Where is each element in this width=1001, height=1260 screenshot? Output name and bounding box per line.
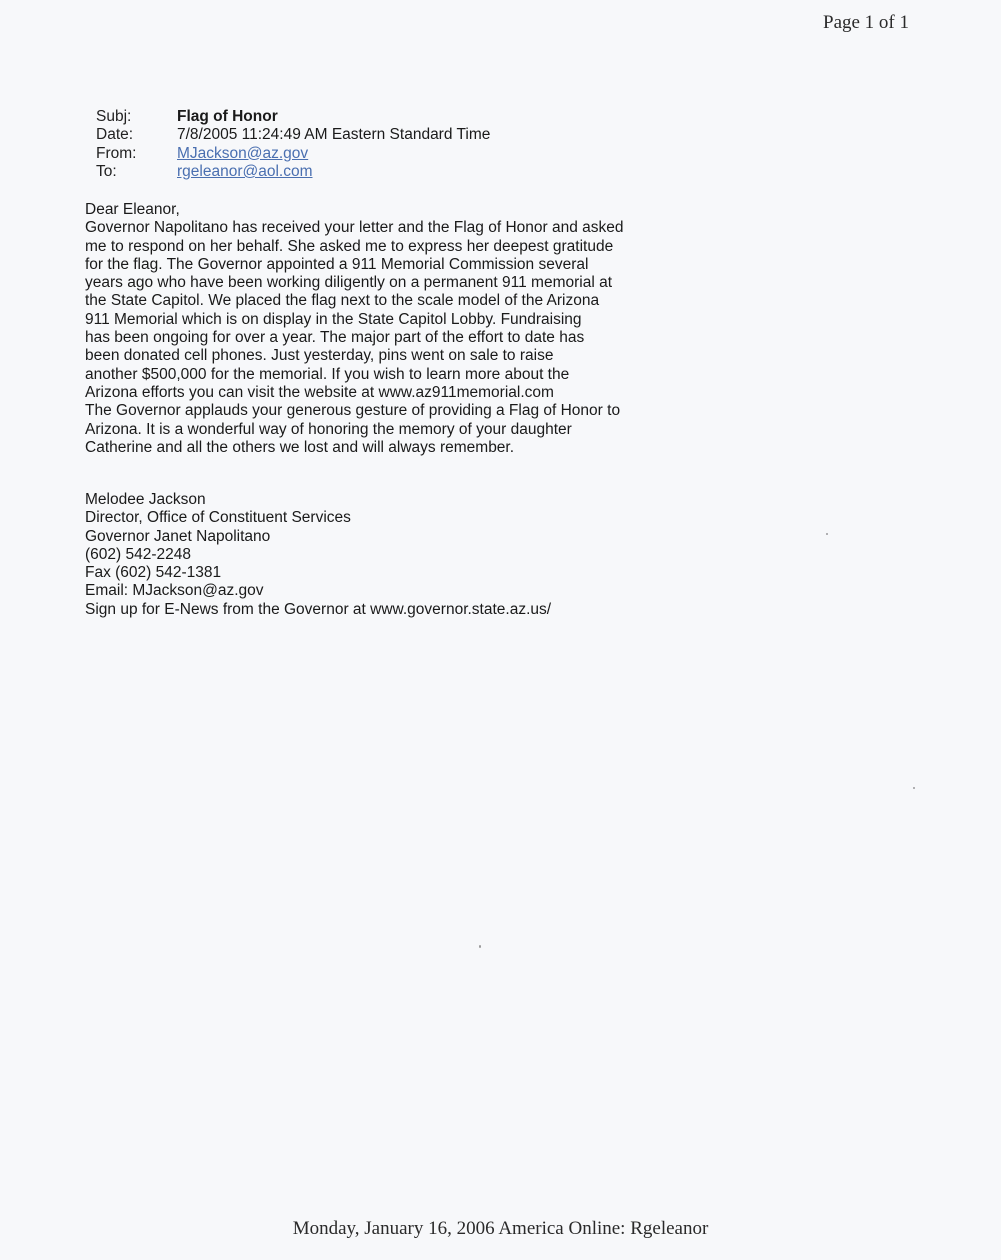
scan-speck: [826, 533, 828, 535]
date-label: Date:: [96, 126, 134, 144]
date-row: [96, 126, 490, 144]
signature-office: Governor Janet Napolitano: [85, 527, 271, 545]
body-line: Catherine and all the others we lost and will always remember.: [85, 438, 515, 456]
subject-label: Subj:: [96, 108, 132, 125]
body-line: for the flag. The Governor appointed a 911 Memorial Commission several: [85, 255, 589, 273]
signature-name: Melodee Jackson: [85, 491, 206, 508]
signature-phone: (602) 542-2248: [85, 545, 191, 563]
body-line: been donated cell phones. Just yesterday, pins went on sale to raise: [85, 347, 554, 365]
message-body: [85, 201, 705, 457]
from-label: From:: [96, 144, 137, 162]
print-footer: Monday, January 16, 2006 America Online: Rgeleanor: [292, 1218, 709, 1239]
scan-speck: [913, 787, 915, 789]
from-email-link[interactable]: MJackson@az.gov: [177, 144, 309, 162]
subject-value: Flag of Honor: [177, 108, 278, 125]
body-line: Arizona efforts you can visit the website at www.az911memorial.com: [85, 383, 554, 401]
signature-block: [85, 491, 551, 619]
signature-title: Director, Office of Constituent Services: [85, 509, 351, 527]
from-row: [96, 145, 490, 163]
signature-email: Email: MJackson@az.gov: [85, 582, 264, 600]
signature-fax: Fax (602) 542-1381: [85, 564, 222, 582]
email-header: [96, 108, 490, 181]
greeting: Dear Eleanor,: [85, 201, 180, 218]
scan-speck: [479, 945, 481, 948]
body-line: 911 Memorial which is on display in the State Capitol Lobby. Fundraising: [85, 310, 582, 328]
body-line: Arizona. It is a wonderful way of honoring the memory of your daughter: [85, 420, 572, 438]
to-row: [96, 163, 490, 181]
page-number: Page 1 of 1: [823, 12, 910, 33]
body-line: the State Capitol. We placed the flag next to the scale model of the Arizona: [85, 292, 600, 310]
subject-row: [96, 108, 490, 126]
date-value: 7/8/2005 11:24:49 AM Eastern Standard Time: [177, 126, 491, 144]
body-line: another $500,000 for the memorial. If you wish to learn more about the: [85, 365, 570, 383]
body-line: has been ongoing for over a year. The major part of the effort to date has: [85, 329, 585, 347]
body-line: years ago who have been working diligently on a permanent 911 memorial at: [85, 274, 613, 292]
body-line: me to respond on her behalf. She asked me to express her deepest gratitude: [85, 237, 614, 255]
signature-signup: Sign up for E-News from the Governor at www.governor.state.az.us/: [85, 600, 552, 618]
body-line: The Governor applauds your generous gesture of providing a Flag of Honor to: [85, 402, 621, 420]
to-label: To:: [96, 162, 117, 180]
to-email-link[interactable]: rgeleanor@aol.com: [177, 162, 313, 180]
body-line: Governor Napolitano has received your letter and the Flag of Honor and asked: [85, 219, 624, 237]
